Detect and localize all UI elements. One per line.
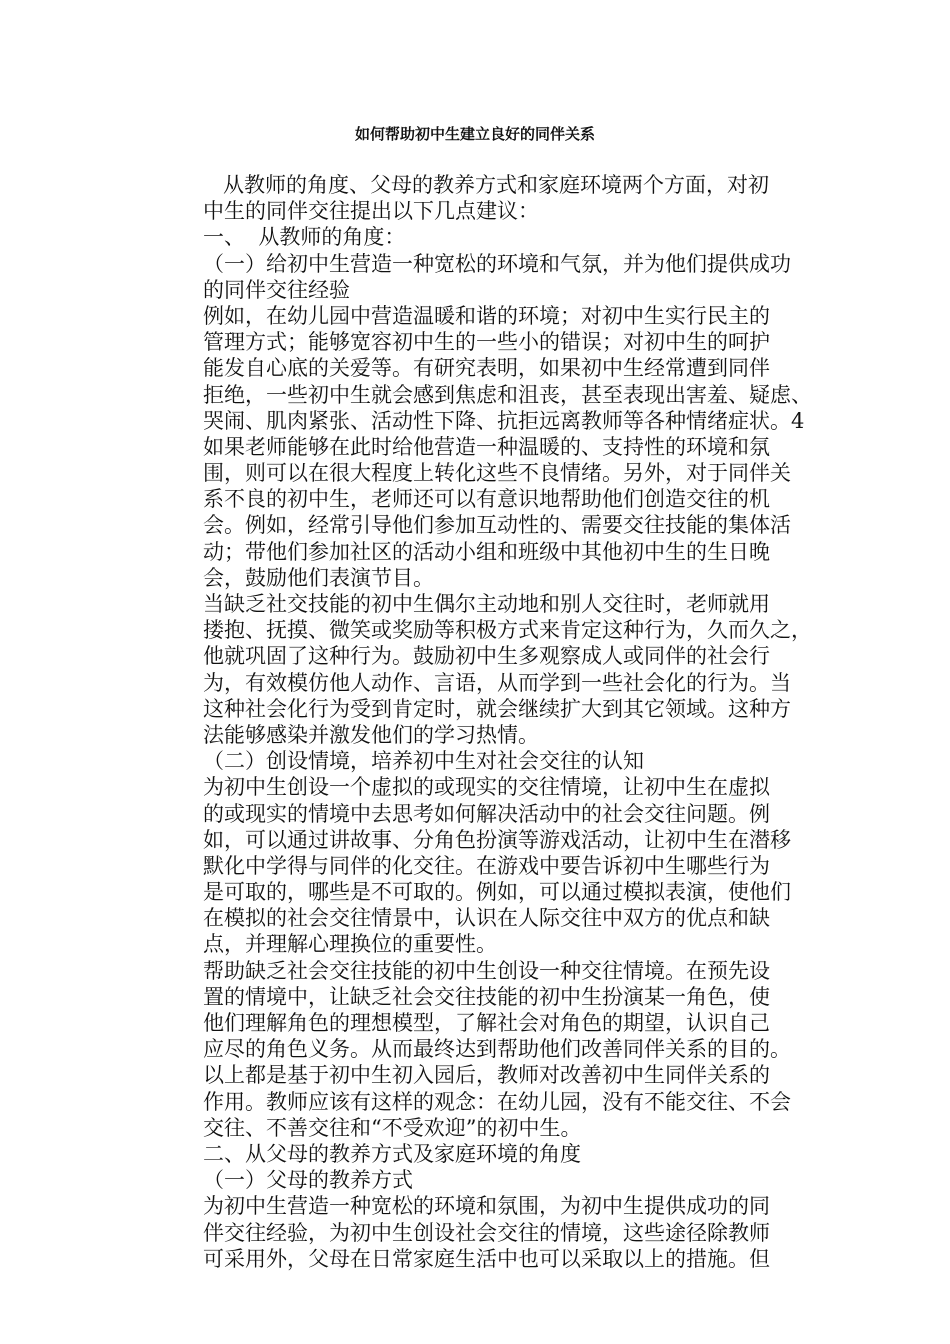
body-line: 伴交往经验，为初中生创设社会交往的情境，这些途径除教师 (203, 1220, 770, 1245)
body-line: 法能够感染并激发他们的学习热情。 (203, 722, 539, 747)
document-title: 如何帮助初中生建立良好的同伴关系 (354, 125, 595, 143)
body-line: 围，则可以在很大程度上转化这些不良情绪。另外，对于同伴关 (203, 461, 791, 486)
body-line: 二、从父母的教养方式及家庭环境的角度 (203, 1141, 581, 1166)
body-line: （一）给初中生营造一种宽松的环境和气氛，并为他们提供成功 (203, 251, 791, 276)
body-line: 的或现实的情境中去思考如何解决活动中的社会交往问题。例 (203, 801, 770, 826)
body-line: 的同伴交往经验 (203, 277, 350, 302)
body-line: 动；带他们参加社区的活动小组和班级中其他初中生的生日晚 (203, 539, 770, 564)
body-line: 点，并理解心理换位的重要性。 (203, 932, 497, 957)
body-line: 可采用外，父母在日常家庭生活中也可以采取以上的措施。但 (203, 1246, 770, 1271)
body-line: 会，鼓励他们表演节目。 (203, 565, 434, 590)
body-line: （二）创设情境，培养初中生对社会交往的认知 (203, 749, 644, 774)
body-line: 置的情境中，让缺乏社会交往技能的初中生扮演某一角色，使 (203, 984, 770, 1009)
body-line: 拒绝，一些初中生就会感到焦虑和沮丧，甚至表现出害羞、疑虑、 (203, 382, 812, 407)
body-line: 系不良的初中生，老师还可以有意识地帮助他们创造交往的机 (203, 487, 770, 512)
body-line: 当缺乏社交技能的初中生偶尔主动地和别人交往时，老师就用 (203, 592, 770, 616)
body-line: 交往、不善交往和“不受欢迎”的初中生。 (203, 1115, 582, 1140)
body-line: 如果老师能够在此时给他营造一种温暖的、支持性的环境和氛 (203, 434, 770, 459)
body-line: 哭闹、肌肉紧张、活动性下降、抗拒远离教师等各种情绪症状。4 (203, 408, 805, 433)
body-line: 中生的同伴交往提出以下几点建议： (203, 199, 539, 224)
body-line: 能发自心底的关爱等。有研究表明，如果初中生经常遭到同伴 (203, 356, 770, 381)
body-line: 在模拟的社会交往情景中，认识在人际交往中双方的优点和缺 (203, 906, 770, 931)
body-line: 作用。教师应该有这样的观念：在幼儿园，没有不能交往、不会 (203, 1089, 791, 1114)
body-line: 这种社会化行为受到肯定时，就会继续扩大到其它领域。这种方 (203, 696, 791, 721)
body-line: 应尽的角色义务。从而最终达到帮助他们改善同伴关系的目的。 (203, 1037, 791, 1062)
body-line: 帮助缺乏社会交往技能的初中生创设一种交往情境。在预先设 (203, 958, 770, 983)
body-line: 搂抱、抚摸、微笑或奖励等积极方式来肯定这种行为，久而久之， (203, 618, 812, 643)
body-line: 例如，在幼儿园中营造温暖和谐的环境；对初中生实行民主的 (203, 303, 770, 328)
document-body (203, 172, 815, 1272)
body-line: 为初中生营造一种宽松的环境和氛围，为初中生提供成功的同 (203, 1194, 770, 1219)
body-line: 是可取的，哪些是不可取的。例如，可以通过模拟表演，使他们 (203, 880, 791, 905)
body-line: 为，有效模仿他人动作、言语，从而学到一些社会化的行为。当 (203, 670, 791, 695)
body-line: 为初中生创设一个虚拟的或现实的交往情境，让初中生在虚拟 (203, 775, 770, 800)
body-line: 会。例如，经常引导他们参加互动性的、需要交往技能的集体活 (203, 513, 791, 538)
body-line: 默化中学得与同伴的化交往。在游戏中要告诉初中生哪些行为 (203, 853, 770, 878)
body-line: 管理方式；能够宽容初中生的一些小的错误；对初中生的呵护 (203, 330, 770, 355)
body-line: 他们理解角色的理想模型，了解社会对角色的期望，认识自己 (203, 1011, 770, 1035)
body-line: （一）父母的教养方式 (203, 1168, 413, 1193)
body-line: 他就巩固了这种行为。鼓励初中生多观察成人或同伴的社会行 (203, 644, 770, 669)
body-line: 从教师的角度、父母的教养方式和家庭环境两个方面，对初 (203, 173, 770, 197)
body-line: 如，可以通过讲故事、分角色扮演等游戏活动，让初中生在潜移 (203, 827, 791, 852)
body-line: 一、 从教师的角度： (203, 225, 406, 250)
body-line: 以上都是基于初中生初入园后，教师对改善初中生同伴关系的 (203, 1063, 770, 1088)
